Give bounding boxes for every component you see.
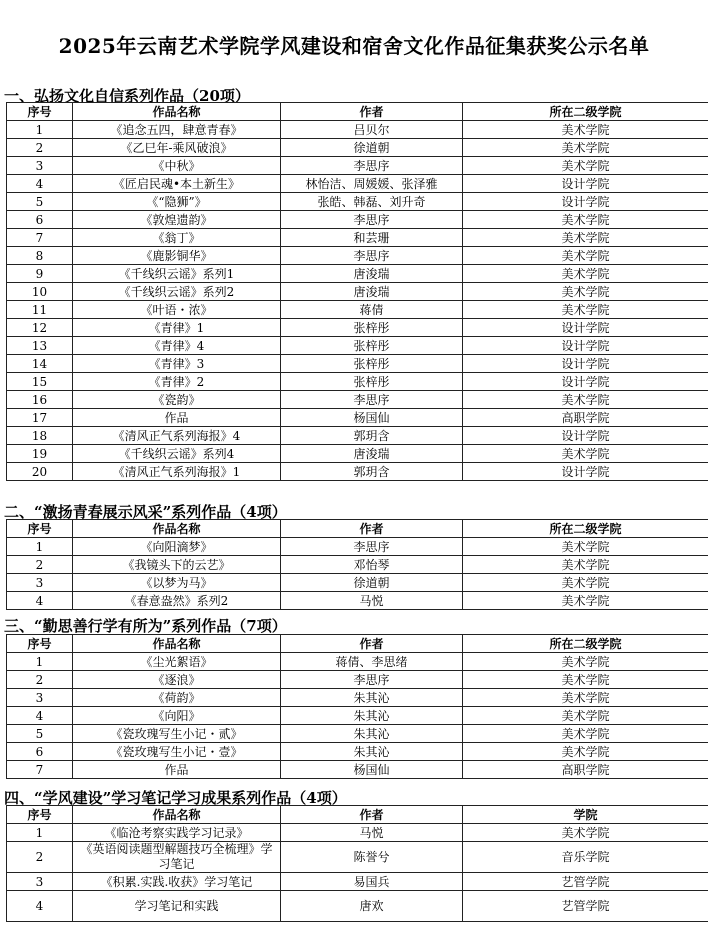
- cell-work-title: 《春意盎然》系列2: [73, 592, 281, 610]
- cell-college: 美术学院: [463, 391, 708, 409]
- cell-author: 吕贝尔: [281, 121, 463, 139]
- table-row: [7, 556, 708, 574]
- cell-index: 1: [7, 824, 73, 842]
- cell-college: 美术学院: [463, 725, 708, 743]
- table-row: [7, 707, 708, 725]
- column-header-index: 序号: [7, 635, 73, 653]
- section-2-table: [6, 519, 708, 610]
- page-title: 2025年云南艺术学院学风建设和宿舍文化作品征集获奖公示名单: [58, 34, 650, 58]
- table-row: [7, 725, 708, 743]
- cell-college: 设计学院: [463, 463, 708, 481]
- cell-index: 2: [7, 671, 73, 689]
- cell-author: 杨国仙: [281, 409, 463, 427]
- cell-index: 1: [7, 538, 73, 556]
- table-row: [7, 337, 708, 355]
- cell-college: 设计学院: [463, 355, 708, 373]
- cell-index: 2: [7, 556, 73, 574]
- cell-index: 14: [7, 355, 73, 373]
- cell-college: 设计学院: [463, 337, 708, 355]
- table-row: [7, 873, 708, 891]
- cell-work-title: 《积累.实践.收获》学习笔记: [73, 873, 281, 891]
- cell-index: 3: [7, 689, 73, 707]
- cell-index: 4: [7, 175, 73, 193]
- cell-author: 朱其沁: [281, 743, 463, 761]
- cell-college: 美术学院: [463, 247, 708, 265]
- cell-author: 唐浚瑞: [281, 445, 463, 463]
- cell-college: 美术学院: [463, 229, 708, 247]
- cell-work-title: 《翁丁》: [73, 229, 281, 247]
- cell-author: 徐道朝: [281, 139, 463, 157]
- cell-college: 美术学院: [463, 283, 708, 301]
- table-row: [7, 373, 708, 391]
- cell-college: 设计学院: [463, 373, 708, 391]
- cell-work-title: 《逐浪》: [73, 671, 281, 689]
- cell-work-title: 作品: [73, 761, 281, 779]
- table-header-row: [7, 520, 708, 538]
- table-row: [7, 842, 708, 873]
- cell-index: 8: [7, 247, 73, 265]
- section-2-heading: 二、“激扬青春展示风采”系列作品（4项）: [4, 503, 287, 521]
- column-header-work-title: 作品名称: [73, 806, 281, 824]
- cell-index: 9: [7, 265, 73, 283]
- cell-college: 设计学院: [463, 193, 708, 211]
- cell-work-title: 《瓷玫瑰写生小记・壹》: [73, 743, 281, 761]
- table-row: [7, 301, 708, 319]
- cell-author: 唐浚瑞: [281, 265, 463, 283]
- cell-college: 美术学院: [463, 671, 708, 689]
- cell-index: 1: [7, 653, 73, 671]
- cell-work-title: 《临沧考察实践学习记录》: [73, 824, 281, 842]
- table-row: [7, 175, 708, 193]
- table-row: [7, 265, 708, 283]
- table-row: [7, 193, 708, 211]
- cell-work-title: 《我镜头下的云艺》: [73, 556, 281, 574]
- section-3-table: [6, 634, 708, 779]
- table-row: [7, 283, 708, 301]
- column-header-work-title: 作品名称: [73, 635, 281, 653]
- table-row: [7, 319, 708, 337]
- cell-author: 李思序: [281, 671, 463, 689]
- cell-college: 美术学院: [463, 743, 708, 761]
- cell-author: 林怡洁、周媛媛、张泽雅: [281, 175, 463, 193]
- table-row: [7, 653, 708, 671]
- cell-work-title: 《向阳》: [73, 707, 281, 725]
- cell-index: 11: [7, 301, 73, 319]
- table-header-row: [7, 103, 708, 121]
- cell-index: 7: [7, 229, 73, 247]
- cell-college: 美术学院: [463, 556, 708, 574]
- cell-index: 10: [7, 283, 73, 301]
- section-4-table: [6, 805, 708, 922]
- cell-index: 4: [7, 891, 73, 922]
- cell-index: 6: [7, 743, 73, 761]
- section-4-heading: 四、“学风建设”学习笔记学习成果系列作品（4项）: [4, 789, 347, 807]
- cell-index: 1: [7, 121, 73, 139]
- cell-work-title: 《叶语・浓》: [73, 301, 281, 319]
- cell-work-title: 《千线织云谣》系列1: [73, 265, 281, 283]
- cell-index: 5: [7, 725, 73, 743]
- cell-author: 张梓彤: [281, 355, 463, 373]
- cell-author: 和芸珊: [281, 229, 463, 247]
- table-row: [7, 355, 708, 373]
- cell-index: 6: [7, 211, 73, 229]
- cell-author: 李思序: [281, 247, 463, 265]
- table-row: [7, 427, 708, 445]
- cell-college: 艺管学院: [463, 873, 708, 891]
- cell-work-title: 《向阳滴梦》: [73, 538, 281, 556]
- cell-college: 高职学院: [463, 761, 708, 779]
- cell-college: 设计学院: [463, 427, 708, 445]
- cell-work-title: 《青律》4: [73, 337, 281, 355]
- cell-author: 朱其沁: [281, 689, 463, 707]
- cell-work-title: 《乙巳年-乘风破浪》: [73, 139, 281, 157]
- column-header-author: 作者: [281, 806, 463, 824]
- cell-index: 3: [7, 873, 73, 891]
- cell-author: 李思序: [281, 211, 463, 229]
- column-header-work-title: 作品名称: [73, 103, 281, 121]
- cell-college: 美术学院: [463, 157, 708, 175]
- table-row: [7, 824, 708, 842]
- cell-index: 2: [7, 842, 73, 873]
- cell-work-title: 《英语阅读题型解题技巧全梳理》学习笔记: [73, 842, 281, 873]
- cell-college: 设计学院: [463, 319, 708, 337]
- cell-author: 郭玥含: [281, 427, 463, 445]
- cell-college: 音乐学院: [463, 842, 708, 873]
- cell-work-title: 《荷韵》: [73, 689, 281, 707]
- table-row: [7, 211, 708, 229]
- cell-author: 李思序: [281, 391, 463, 409]
- cell-index: 19: [7, 445, 73, 463]
- cell-index: 3: [7, 574, 73, 592]
- cell-work-title: 《瓷玫瑰写生小记・贰》: [73, 725, 281, 743]
- cell-college: 设计学院: [463, 175, 708, 193]
- column-header-author: 作者: [281, 103, 463, 121]
- table-row: [7, 592, 708, 610]
- cell-author: 马悦: [281, 824, 463, 842]
- table-row: [7, 743, 708, 761]
- cell-work-title: 《青律》3: [73, 355, 281, 373]
- cell-college: 美术学院: [463, 121, 708, 139]
- column-header-college: 所在二级学院: [463, 635, 708, 653]
- cell-work-title: 《青律》2: [73, 373, 281, 391]
- section-1-heading: 一、弘扬文化自信系列作品（20项）: [4, 87, 250, 105]
- cell-college: 美术学院: [463, 211, 708, 229]
- cell-author: 蒋倩: [281, 301, 463, 319]
- cell-college: 高职学院: [463, 409, 708, 427]
- cell-college: 美术学院: [463, 824, 708, 842]
- cell-index: 12: [7, 319, 73, 337]
- table-row: [7, 689, 708, 707]
- cell-work-title: 《敦煌遗韵》: [73, 211, 281, 229]
- cell-work-title: 《追念五四，肆意青春》: [73, 121, 281, 139]
- cell-work-title: 《以梦为马》: [73, 574, 281, 592]
- cell-author: 唐欢: [281, 891, 463, 922]
- cell-author: 朱其沁: [281, 707, 463, 725]
- table-row: [7, 463, 708, 481]
- cell-work-title: 《千线织云谣》系列2: [73, 283, 281, 301]
- cell-index: 2: [7, 139, 73, 157]
- cell-college: 美术学院: [463, 265, 708, 283]
- column-header-college: 所在二级学院: [463, 103, 708, 121]
- cell-author: 邓怡琴: [281, 556, 463, 574]
- cell-index: 18: [7, 427, 73, 445]
- cell-work-title: 《青律》1: [73, 319, 281, 337]
- cell-author: 李思序: [281, 157, 463, 175]
- cell-work-title: 《瓷韵》: [73, 391, 281, 409]
- table-row: [7, 139, 708, 157]
- cell-author: 唐浚瑞: [281, 283, 463, 301]
- column-header-index: 序号: [7, 806, 73, 824]
- cell-college: 美术学院: [463, 301, 708, 319]
- cell-index: 16: [7, 391, 73, 409]
- cell-college: 美术学院: [463, 653, 708, 671]
- cell-author: 蒋倩、李思绪: [281, 653, 463, 671]
- column-header-author: 作者: [281, 635, 463, 653]
- cell-college: 美术学院: [463, 689, 708, 707]
- cell-index: 3: [7, 157, 73, 175]
- cell-author: 陈誉兮: [281, 842, 463, 873]
- column-header-index: 序号: [7, 520, 73, 538]
- table-row: [7, 445, 708, 463]
- cell-work-title: 《清风正气系列海报》4: [73, 427, 281, 445]
- cell-author: 李思序: [281, 538, 463, 556]
- cell-college: 美术学院: [463, 445, 708, 463]
- table-row: [7, 229, 708, 247]
- cell-author: 杨国仙: [281, 761, 463, 779]
- table-row: [7, 391, 708, 409]
- table-row: [7, 409, 708, 427]
- column-header-college: 所在二级学院: [463, 520, 708, 538]
- table-header-row: [7, 806, 708, 824]
- table-row: [7, 121, 708, 139]
- cell-index: 4: [7, 592, 73, 610]
- table-row: [7, 671, 708, 689]
- cell-author: 张梓彤: [281, 337, 463, 355]
- cell-author: 郭玥含: [281, 463, 463, 481]
- table-row: [7, 761, 708, 779]
- column-header-index: 序号: [7, 103, 73, 121]
- cell-index: 4: [7, 707, 73, 725]
- cell-college: 美术学院: [463, 538, 708, 556]
- cell-author: 朱其沁: [281, 725, 463, 743]
- cell-author: 张皓、韩磊、刘升奇: [281, 193, 463, 211]
- cell-work-title: 学习笔记和实践: [73, 891, 281, 922]
- cell-work-title: 《匠启民魂•本土新生》: [73, 175, 281, 193]
- cell-college: 美术学院: [463, 592, 708, 610]
- table-row: [7, 574, 708, 592]
- cell-college: 美术学院: [463, 139, 708, 157]
- cell-work-title: 《千线织云谣》系列4: [73, 445, 281, 463]
- section-1-table: [6, 102, 708, 481]
- table-row: [7, 247, 708, 265]
- cell-work-title: 作品: [73, 409, 281, 427]
- cell-index: 17: [7, 409, 73, 427]
- column-header-college: 学院: [463, 806, 708, 824]
- cell-index: 13: [7, 337, 73, 355]
- cell-index: 15: [7, 373, 73, 391]
- cell-college: 美术学院: [463, 574, 708, 592]
- section-3-heading: 三、“勤思善行学有所为”系列作品（7项）: [4, 617, 287, 635]
- cell-index: 5: [7, 193, 73, 211]
- cell-author: 易国兵: [281, 873, 463, 891]
- cell-author: 张梓彤: [281, 319, 463, 337]
- cell-author: 张梓彤: [281, 373, 463, 391]
- cell-work-title: 《“隐狮”》: [73, 193, 281, 211]
- cell-author: 徐道朝: [281, 574, 463, 592]
- cell-index: 7: [7, 761, 73, 779]
- cell-college: 美术学院: [463, 707, 708, 725]
- cell-college: 艺管学院: [463, 891, 708, 922]
- cell-work-title: 《鹿影铜华》: [73, 247, 281, 265]
- column-header-work-title: 作品名称: [73, 520, 281, 538]
- table-row: [7, 891, 708, 922]
- table-header-row: [7, 635, 708, 653]
- column-header-author: 作者: [281, 520, 463, 538]
- cell-work-title: 《中秋》: [73, 157, 281, 175]
- cell-work-title: 《清风正气系列海报》1: [73, 463, 281, 481]
- cell-author: 马悦: [281, 592, 463, 610]
- table-row: [7, 157, 708, 175]
- cell-work-title: 《尘光絮语》: [73, 653, 281, 671]
- table-row: [7, 538, 708, 556]
- cell-index: 20: [7, 463, 73, 481]
